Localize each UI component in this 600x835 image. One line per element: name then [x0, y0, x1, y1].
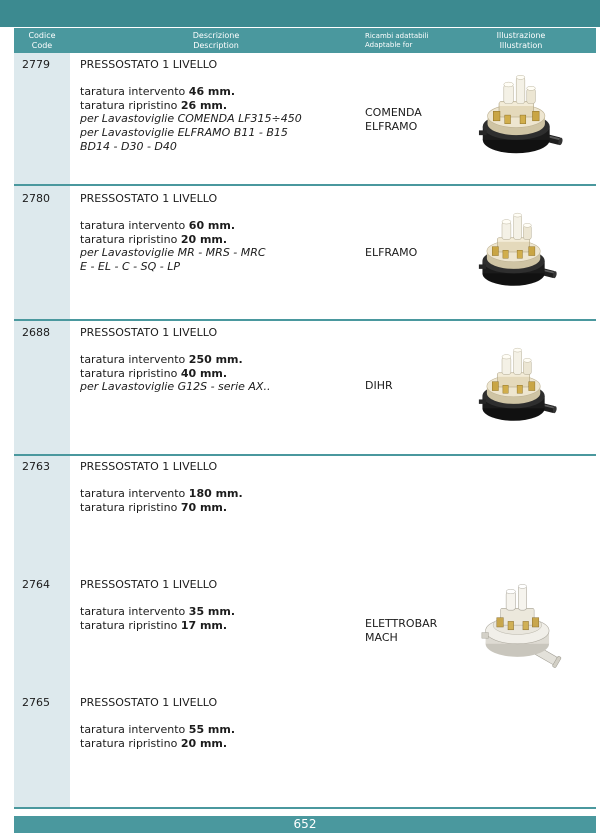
- compatibility-note: E - EL - C - SQ - LP: [80, 259, 180, 273]
- product-title: PRESSOSTATO 1 LIVELLO: [80, 192, 218, 205]
- header-code-it: Codice: [28, 31, 56, 40]
- spec-intervento: [80, 723, 365, 737]
- product-code: 2765: [22, 696, 50, 709]
- product-description: [80, 460, 365, 514]
- compatibility-note: per Lavastoviglie G12S - serie AX..: [80, 380, 271, 394]
- spec-label: taratura intervento: [80, 85, 186, 99]
- page-number: 652: [293, 817, 317, 831]
- product-title: PRESSOSTATO 1 LIVELLO: [80, 578, 218, 591]
- product-specs: [80, 219, 365, 273]
- product-group: [14, 53, 596, 186]
- page-footer: [14, 816, 596, 833]
- spec-value: 250 mm.: [188, 353, 243, 367]
- spec-label: taratura intervento: [80, 353, 186, 367]
- adaptable-brand: MACH: [365, 630, 398, 644]
- adaptable-for: [365, 379, 393, 393]
- spec-intervento: [80, 85, 365, 99]
- spec-ripristino: [80, 619, 365, 633]
- spec-label: taratura ripristino: [80, 736, 178, 750]
- adaptable-brand: DIHR: [365, 379, 393, 392]
- spec-ripristino: [80, 501, 365, 515]
- product-title: PRESSOSTATO 1 LIVELLO: [80, 58, 218, 71]
- spec-label: taratura ripristino: [80, 618, 178, 632]
- adaptable-for: [365, 106, 422, 133]
- spec-value: 70 mm.: [180, 500, 228, 514]
- spec-intervento: [80, 219, 365, 233]
- product-description: [80, 326, 365, 394]
- header-code: [14, 31, 70, 50]
- spec-label: taratura ripristino: [80, 366, 178, 380]
- adaptable-brand: COMENDA: [365, 106, 422, 119]
- product-description: [80, 58, 365, 153]
- header-description-en: Description: [193, 40, 239, 50]
- spec-value: 20 mm.: [180, 736, 228, 750]
- spec-ripristino: [80, 737, 365, 751]
- spec-label: taratura ripristino: [80, 500, 178, 514]
- product-code: 2779: [22, 58, 50, 71]
- product-specs: [80, 487, 365, 514]
- pressure-switch-white-icon: [480, 580, 564, 674]
- adaptable-brand: ELETTROBAR: [365, 617, 438, 630]
- product-group: [14, 186, 596, 321]
- header-description: [70, 31, 362, 50]
- adaptable-brand: ELFRAMO: [365, 246, 418, 259]
- header-illustration-en: Illustration: [499, 40, 543, 50]
- product-group: [14, 321, 596, 456]
- product-code: 2780: [22, 192, 50, 205]
- spec-value: 60 mm.: [188, 219, 236, 233]
- compatibility-note: per Lavastoviglie COMENDA LF315÷450: [80, 112, 302, 126]
- header-illustration-it: Illustrazione: [496, 31, 546, 40]
- header-illustration: [471, 31, 571, 50]
- table-header: [14, 28, 596, 53]
- spec-value: 40 mm.: [180, 366, 228, 380]
- product-title: PRESSOSTATO 1 LIVELLO: [80, 326, 218, 339]
- spec-label: taratura intervento: [80, 605, 186, 619]
- product-description: [80, 696, 365, 750]
- product-specs: [80, 353, 365, 394]
- header-adaptable-en: Adaptable for: [365, 41, 413, 49]
- spec-ripristino: [80, 233, 365, 247]
- pressure-switch-black-icon: [478, 208, 558, 296]
- spec-value: 26 mm.: [180, 98, 228, 112]
- top-band: [0, 0, 600, 27]
- spec-label: taratura intervento: [80, 723, 186, 737]
- adaptable-brand: ELFRAMO: [365, 119, 418, 133]
- header-adaptable: [365, 32, 428, 50]
- product-description: [80, 578, 365, 632]
- compatibility-note: per Lavastoviglie MR - MRS - MRC: [80, 246, 266, 260]
- product-code: 2763: [22, 460, 50, 473]
- spec-value: 46 mm.: [188, 85, 236, 99]
- header-description-it: Descrizione: [192, 31, 240, 40]
- product-group: [14, 456, 596, 809]
- product-title: PRESSOSTATO 1 LIVELLO: [80, 696, 218, 709]
- product-code: 2764: [22, 578, 50, 591]
- product-title: PRESSOSTATO 1 LIVELLO: [80, 460, 218, 473]
- spec-value: 35 mm.: [188, 605, 236, 619]
- adaptable-for: [365, 246, 417, 260]
- product-specs: [80, 723, 365, 750]
- spec-intervento: [80, 605, 365, 619]
- header-code-en: Code: [31, 40, 53, 50]
- pressure-switch-black-icon: [478, 343, 558, 431]
- spec-ripristino: [80, 367, 365, 381]
- compatibility-note: BD14 - D30 - D40: [80, 139, 177, 153]
- compatibility-note: per Lavastoviglie ELFRAMO B11 - B15: [80, 125, 288, 139]
- spec-value: 17 mm.: [180, 618, 228, 632]
- product-specs: [80, 605, 365, 632]
- spec-label: taratura ripristino: [80, 232, 178, 246]
- adaptable-for: [365, 617, 437, 644]
- spec-label: taratura intervento: [80, 487, 186, 501]
- spec-value: 180 mm.: [188, 487, 243, 501]
- pressure-switch-black-icon: [478, 73, 564, 161]
- spec-label: taratura intervento: [80, 219, 186, 233]
- product-code: 2688: [22, 326, 50, 339]
- spec-ripristino: [80, 99, 365, 113]
- product-description: [80, 192, 365, 274]
- spec-value: 55 mm.: [188, 723, 236, 737]
- spec-intervento: [80, 353, 365, 367]
- header-adaptable-it: Ricambi adattabili: [365, 32, 429, 40]
- spec-value: 20 mm.: [180, 232, 228, 246]
- product-specs: [80, 85, 365, 153]
- spec-intervento: [80, 487, 365, 501]
- spec-label: taratura ripristino: [80, 98, 178, 112]
